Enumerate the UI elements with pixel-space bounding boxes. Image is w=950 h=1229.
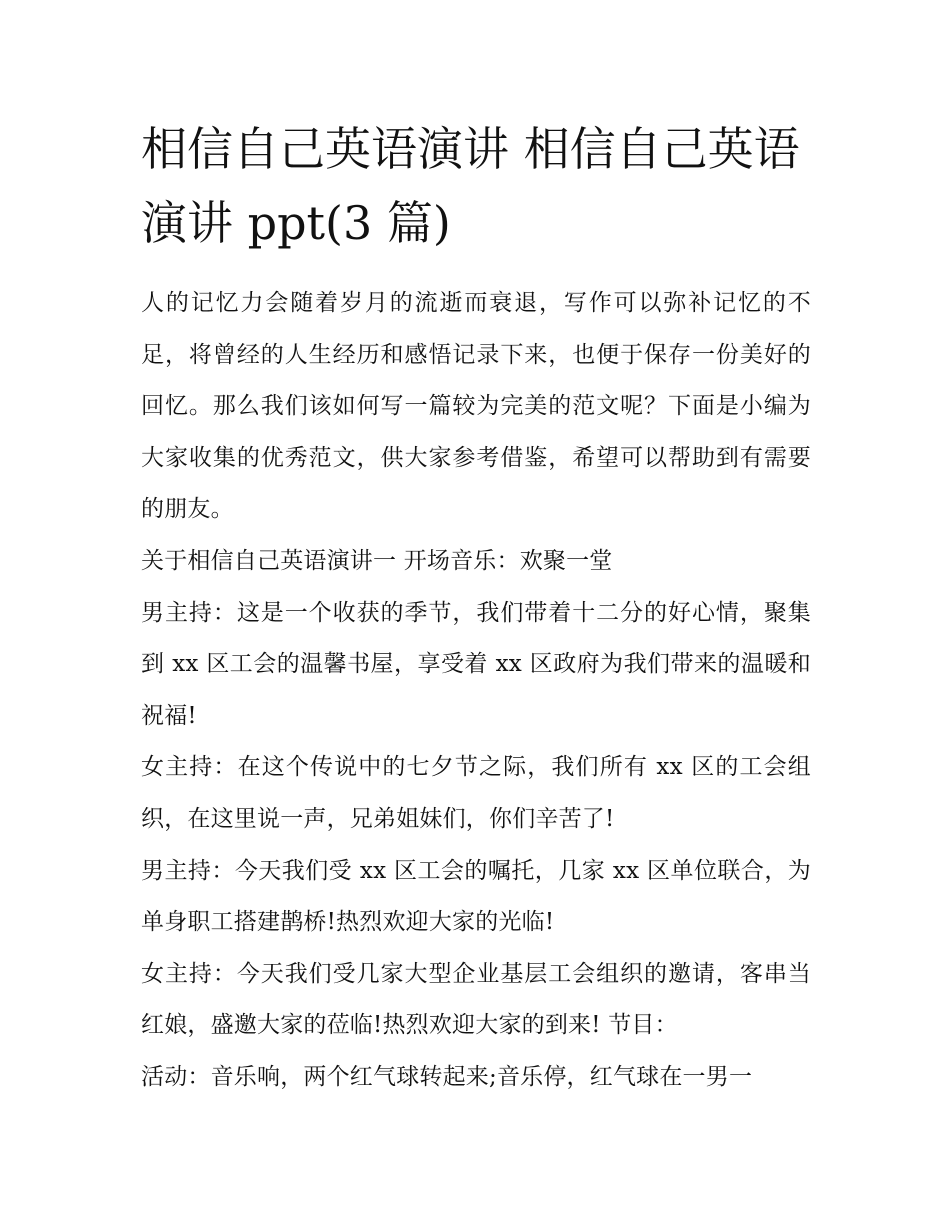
female-host-line-2: 女主持：今天我们受几家大型企业基层工会组织的邀请，客串当红娘，盛邀大家的莅临!热烈欢迎大家的到来! 节目： [141, 960, 811, 1039]
section-heading: 关于相信自己英语演讲一 开场音乐：欢聚一堂 [141, 547, 613, 574]
male-host-line-2: 男主持：今天我们受 xx 区工会的嘱托，几家 xx 区单位联合，为单身职工搭建鹊桥!热烈欢迎大家的光临! [141, 857, 811, 936]
female-host-line-1: 女主持：在这个传说中的七夕节之际，我们所有 xx 区的工会组织，在这里说一声，兄弟姐妹们，你们辛苦了! [141, 754, 811, 832]
activity-paragraph: 活动：音乐响，两个红气球转起来;音乐停，红气球在一男一 [141, 1063, 753, 1090]
male-host-line-1: 男主持：这是一个收获的季节，我们带着十二分的好心情，聚集到 xx 区工会的温馨书屋，享受着 xx 区政府为我们带来的温暖和祝福! [141, 599, 811, 729]
intro-paragraph: 人的记忆力会随着岁月的流逝而衰退，写作可以弥补记忆的不足，将曾经的人生经历和感悟记录下来，也便于保存一份美好的回忆。那么我们该如何写一篇较为完美的范文呢？下面是小编为大家收集的优秀范文，供大家参考借鉴，希望可以帮助到有需要的朋友。 [141, 290, 811, 523]
document-page [141, 112, 811, 1104]
document-title: 相信自己英语演讲 相信自己英语演讲 ppt(3 篇) [141, 122, 800, 250]
